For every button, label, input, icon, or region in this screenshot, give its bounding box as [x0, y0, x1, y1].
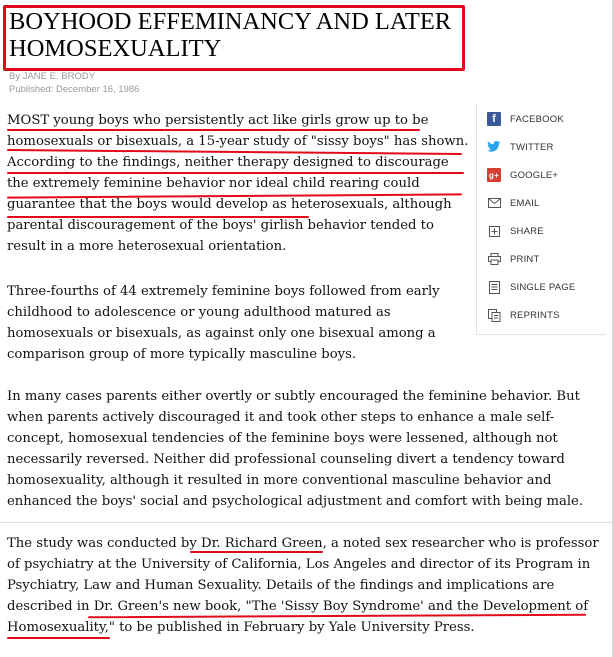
- share-toolbar: [476, 104, 606, 335]
- underline-annotation: [190, 551, 323, 553]
- published-date: Published: December 16, 1986: [9, 84, 140, 95]
- underline-annotation: [7, 216, 309, 218]
- paragraph-2-text: Three-fourths of 44 extremely feminine boys followed from early childhood to adolescence or young adulthood matured as homosexuals or bisexuals, as against only one bisexual among a comparison group of more typically masculine boys.: [7, 284, 440, 362]
- share-google-plus[interactable]: [487, 166, 605, 184]
- single-page-icon: [487, 280, 501, 294]
- article-headline: BOYHOOD EFFEMINANCY AND LATER HOMOSEXUALITY: [9, 8, 452, 62]
- facebook-icon: f: [487, 112, 501, 126]
- google-plus-icon: g+: [487, 168, 501, 182]
- share-facebook[interactable]: [487, 110, 605, 128]
- share-share-label: SHARE: [510, 225, 544, 237]
- share-reprints[interactable]: [487, 306, 605, 324]
- paragraph-4: [7, 533, 609, 638]
- share-email[interactable]: [487, 194, 605, 212]
- underline-annotation: [7, 172, 464, 174]
- paragraph-1: [7, 110, 469, 257]
- share-single-page[interactable]: [487, 278, 605, 296]
- email-icon: [487, 196, 501, 210]
- paragraph-2: [7, 281, 469, 365]
- share-reprints-label: REPRINTS: [510, 309, 560, 321]
- share-facebook-label: FACEBOOK: [510, 113, 564, 125]
- share-print-label: PRINT: [510, 253, 540, 265]
- underline-annotation: [7, 129, 420, 131]
- print-icon: [487, 252, 501, 266]
- share-email-label: EMAIL: [510, 197, 540, 209]
- share-share[interactable]: [487, 222, 605, 240]
- share-twitter[interactable]: [487, 138, 605, 156]
- share-google-plus-label: GOOGLE+: [510, 169, 559, 181]
- share-icon: [487, 224, 501, 238]
- twitter-icon: [487, 140, 501, 154]
- share-print[interactable]: [487, 250, 605, 268]
- paragraph-4-text: The study was conducted by Dr. Richard Green, a noted sex researcher who is professor of psychiatry at the University of California, Los Angeles and director of its Program in Psychiatry, Law and Human Sexuality. Details of the findings and implications are described in Dr. Green's new book, "The 'Sissy Boy Syndrome' and the Development of Homosexuality," to be published in February by Yale University Press.: [7, 536, 599, 635]
- share-twitter-label: TWITTER: [510, 141, 554, 153]
- share-single-page-label: SINGLE PAGE: [510, 281, 576, 293]
- underline-annotation: [7, 637, 110, 639]
- paragraph-3-text: In many cases parents either overtly or subtly encouraged the feminine behavior. But when parents actively discouraged it and took other steps to enhance a male self-concept, homosexual tendencies of the feminine boys were lessened, although not necessarily reversed. Neither did professional counseling divert a tendency toward homosexuality, although it resulted in more conventional masculine behavior and enhanced the boys' social and psychological adjustment and comfort with being male.: [7, 389, 584, 509]
- reprints-icon: [487, 308, 501, 322]
- paragraph-1-text: MOST young boys who persistently act like girls grow up to be homosexuals or bisexuals, a 15-year study of "sissy boys" has shown. According to the findings, neither therapy designed to discourage the extremely feminine behavior nor ideal child rearing could guarantee that the boys would develop as heterosexuals, although parental discouragement of the boys' girlish behavior tended to result in a more heterosexual orientation.: [7, 113, 469, 254]
- paragraph-3: [7, 386, 607, 512]
- section-divider: [0, 522, 612, 523]
- byline: By JANE E. BRODY: [9, 71, 96, 82]
